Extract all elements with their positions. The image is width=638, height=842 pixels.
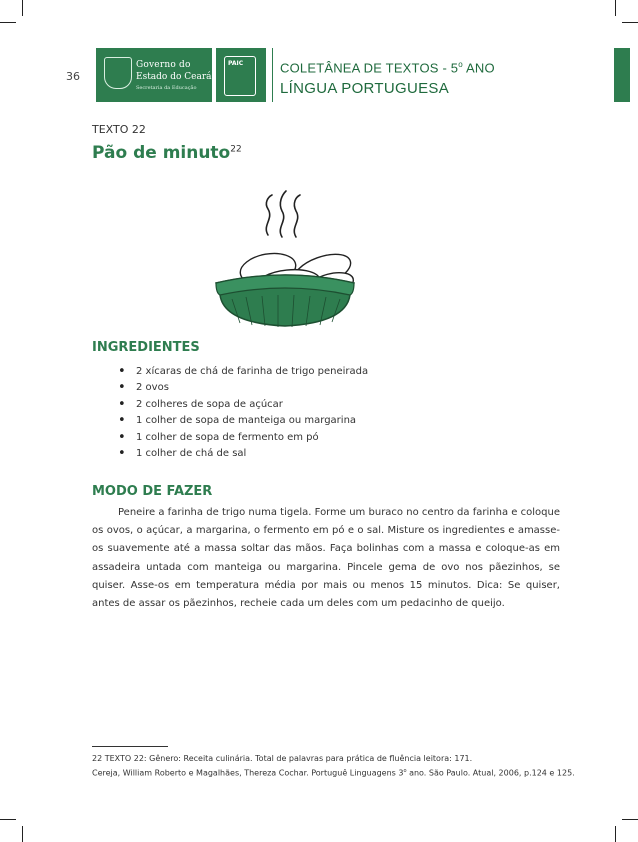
collection-title: COLETÂNEA DE TEXTOS - 5$^o$ ANO	[280, 60, 495, 76]
crop-mark	[0, 819, 16, 820]
header-accent-bar	[614, 48, 630, 102]
logo-line-2: Estado do Ceará	[136, 72, 212, 82]
paic-logo	[216, 48, 266, 102]
page-title: Pão de minuto$^{22}$	[92, 143, 242, 163]
list-item: • 1 colher de sopa de fermento em pó	[118, 430, 368, 446]
coat-of-arms-icon	[104, 57, 132, 89]
method-paragraph: Peneire a farinha de trigo numa tigela. Forme um buraco no centro da farinha e coloque os ovos, o açúcar, a margarina, o fermento em pó e o sal. Misture os ingredientes e amasse-os suavemente até a massa soltar das mãos. Faça bolinhas com a massa e coloque-as em assadeira untada com manteiga ou margarina. Pincele gema de ovo nos pãezinhos, se quiser. Asse-os em temperatura média por mais ou menos 15 minutos. Dica: Se quiser, antes de assar os pãezinhos, recheie cada um deles com um pedacinho de queijo.	[92, 507, 560, 610]
list-item: • 2 colheres de sopa de açúcar	[118, 397, 368, 413]
steam-icon	[266, 191, 300, 237]
crop-mark	[22, 826, 23, 842]
subject-title: LÍNGUA PORTUGUESA	[280, 80, 450, 97]
footnote-rule	[92, 746, 168, 747]
text-number-label: TEXTO 22	[92, 123, 146, 136]
footnote-line-2: Cereja, William Roberto e Magalhães, Thereza Cochar. Portuguê Linguagens 3$^o$ ano. São Paulo. Atual, 2006, p.124 e 125.	[92, 768, 575, 778]
paic-label: PAIC	[228, 60, 244, 67]
bread-basket-illustration	[210, 185, 360, 330]
list-item: • 2 xícaras de chá de farinha de trigo peneirada	[118, 364, 368, 380]
list-item: • 2 ovos	[118, 380, 368, 396]
crop-mark	[22, 0, 23, 16]
crop-mark	[615, 0, 616, 16]
page-number: 36	[66, 70, 80, 83]
basket	[216, 275, 354, 327]
logo-line-3: Secretaria da Educação	[136, 85, 197, 91]
ingredients-list	[118, 364, 368, 462]
list-item: • 1 colher de sopa de manteiga ou margarina	[118, 413, 368, 429]
list-item: • 1 colher de chá de sal	[118, 446, 368, 462]
crop-mark	[622, 819, 638, 820]
government-logo	[96, 48, 212, 102]
ingredients-heading: INGREDIENTES	[92, 340, 200, 355]
crop-mark	[615, 826, 616, 842]
footnote-line-1: 22 TEXTO 22: Gênero: Receita culinária. Total de palavras para prática de fluência leitora: 171.	[92, 754, 473, 763]
logo-line-1: Governo do	[136, 60, 191, 70]
crop-mark	[622, 22, 638, 23]
method-heading: MODO DE FAZER	[92, 484, 213, 499]
header-divider	[272, 48, 273, 102]
crop-mark	[0, 22, 16, 23]
